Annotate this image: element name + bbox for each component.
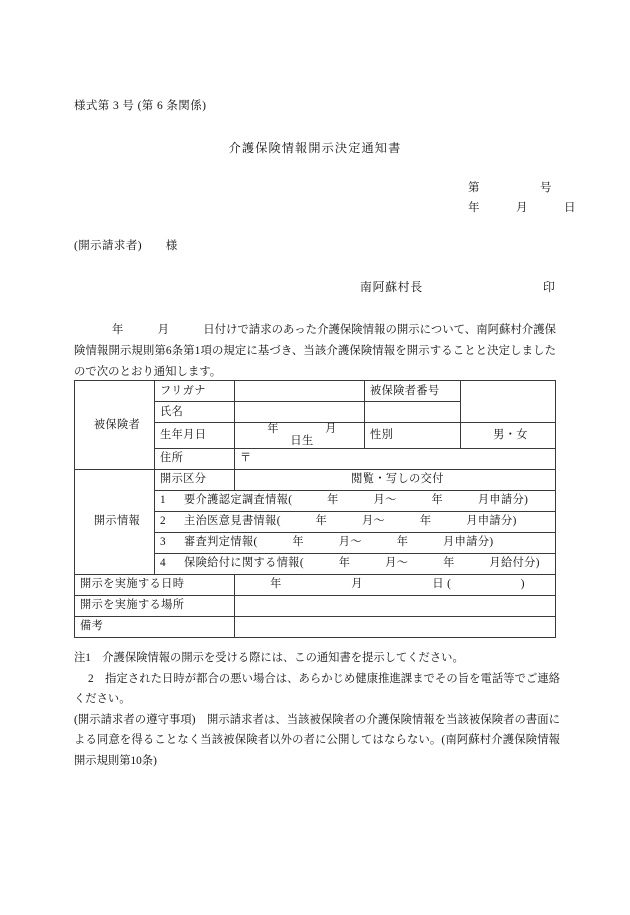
body-paragraph: 年 月 日付けで請求のあった介護保険情報の開示について、南阿蘇村介護保険情報開示規則第6条第1項の規定に基づき、当該介護保険情報を開示することと決定しましたので次のとおり通知します。: [74, 324, 556, 378]
table-row: [75, 469, 556, 490]
item-name: 保険給付に関する情報: [184, 557, 300, 570]
disclosure-type-label: 開示区分: [155, 469, 235, 490]
item-name: 審査判定情報: [184, 536, 254, 549]
insured-number-value[interactable]: [461, 381, 556, 423]
disclosure-item-4[interactable]: [155, 553, 556, 574]
item-number: 4: [160, 557, 166, 570]
disclosure-type-value: 閲覧・写しの交付: [235, 469, 556, 490]
birthdate-value[interactable]: 年 月 日生: [235, 423, 365, 449]
gender-value[interactable]: 男・女: [461, 423, 556, 449]
remarks-value[interactable]: [235, 616, 556, 637]
item-number: 2: [160, 515, 166, 528]
address-label: 住所: [155, 448, 235, 469]
item-name: 要介護認定調査情報: [184, 494, 289, 507]
disclosure-form-table: [74, 380, 556, 638]
disclosure-datetime-value[interactable]: 年 月 日 ( ): [235, 574, 556, 595]
name-value[interactable]: [235, 402, 365, 423]
insured-number-label: 被保険者番号: [365, 381, 461, 402]
gender-label: 性別: [365, 423, 461, 449]
name-label: 氏名: [155, 402, 235, 423]
insured-number-label-spacer: [365, 402, 461, 423]
item-period[interactable]: ( 年 月～ 年 月申請分): [253, 536, 494, 549]
disclosure-section-label: 開示情報: [75, 469, 155, 574]
seal-mark: 印: [543, 280, 556, 294]
footnote-1: 注1 介護保険情報の開示を受ける際には、この通知書を提示してください。: [74, 652, 464, 664]
furigana-value[interactable]: [235, 381, 365, 402]
table-row: [75, 574, 556, 595]
address-value[interactable]: 〒: [235, 448, 556, 469]
insured-section-label: 被保険者: [75, 381, 155, 470]
disclosure-place-value[interactable]: [235, 595, 556, 616]
disclosure-place-label: 開示を実施する場所: [75, 595, 235, 616]
footnotes: [74, 648, 560, 771]
issuer-name: 南阿蘇村長: [360, 280, 423, 294]
disclosure-item-3[interactable]: [155, 532, 556, 553]
table-row: [75, 595, 556, 616]
document-title: 介護保険情報開示決定通知書: [228, 141, 402, 155]
disclosure-item-1[interactable]: [155, 490, 556, 511]
item-period[interactable]: ( 年 月～ 年 月給付分): [299, 557, 540, 570]
form-number: 様式第 3 号 (第 6 条関係): [74, 100, 207, 112]
item-number: 3: [160, 536, 166, 549]
table-row: [75, 381, 556, 402]
remarks-label: 備考: [75, 616, 235, 637]
table-row: [75, 616, 556, 637]
disclosure-item-2[interactable]: [155, 511, 556, 532]
furigana-label: フリガナ: [155, 381, 235, 402]
item-period[interactable]: ( 年 月～ 年 月申請分): [288, 494, 529, 507]
document-number-field: 第 号: [468, 182, 552, 194]
item-number: 1: [160, 494, 166, 507]
item-period[interactable]: ( 年 月～ 年 月申請分): [276, 515, 517, 528]
document-date-field: 年 月 日: [468, 202, 576, 214]
addressee-line: (開示請求者) 様: [74, 240, 178, 252]
footnote-2: 2 指定された日時が都合の悪い場合は、あらかじめ健康推進課までその旨を電話等でご連絡ください。: [74, 672, 560, 705]
birthdate-label: 生年月日: [155, 423, 235, 449]
item-name: 主治医意見書情報: [184, 515, 277, 528]
disclosure-datetime-label: 開示を実施する日時: [75, 574, 235, 595]
footnote-3: (開示請求者の遵守事項) 開示請求者は、当該被保険者の介護保険情報を当該被保険者の書面による同意を得ることなく当該被保険者以外の者に公開してはならない。(南阿蘇村介護保険情報開示規則第10条): [74, 713, 560, 767]
